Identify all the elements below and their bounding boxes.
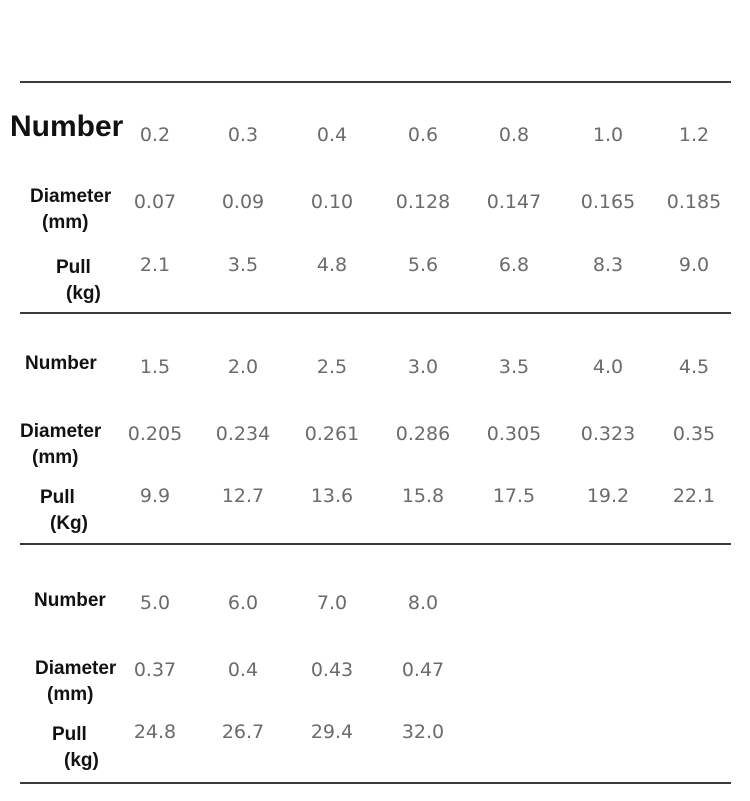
pull-value: 26.7 bbox=[221, 721, 265, 743]
diameter-unit: (mm) bbox=[32, 447, 79, 468]
divider-top bbox=[20, 81, 731, 83]
diameter-unit: (mm) bbox=[47, 684, 94, 705]
pull-value: 5.6 bbox=[407, 254, 439, 276]
pull-value: 22.1 bbox=[672, 485, 716, 507]
diameter-label bbox=[30, 184, 111, 236]
pull-unit: (Kg) bbox=[50, 513, 88, 534]
diameter-value: 0.147 bbox=[486, 191, 542, 213]
pull-value: 12.7 bbox=[221, 485, 265, 507]
number-value: 4.0 bbox=[592, 356, 624, 378]
pull-value: 4.8 bbox=[316, 254, 348, 276]
diameter-value: 0.43 bbox=[310, 659, 354, 681]
diameter-title: Diameter bbox=[20, 421, 102, 442]
diameter-value: 0.128 bbox=[395, 191, 451, 213]
number-value: 0.4 bbox=[316, 124, 348, 146]
number-value: 4.5 bbox=[678, 356, 710, 378]
pull-value: 24.8 bbox=[133, 721, 177, 743]
diameter-value: 0.185 bbox=[666, 191, 722, 213]
diameter-value: 0.47 bbox=[401, 659, 445, 681]
pull-value: 29.4 bbox=[310, 721, 354, 743]
pull-label bbox=[56, 255, 101, 307]
pull-unit: (kg) bbox=[66, 283, 101, 304]
number-value: 3.0 bbox=[407, 356, 439, 378]
number-value: 5.0 bbox=[139, 592, 171, 614]
pull-value: 32.0 bbox=[401, 721, 445, 743]
pull-value: 2.1 bbox=[139, 254, 171, 276]
number-value: 1.5 bbox=[139, 356, 171, 378]
pull-title: Pull bbox=[52, 724, 87, 745]
diameter-value: 0.37 bbox=[133, 659, 177, 681]
pull-value: 19.2 bbox=[586, 485, 630, 507]
pull-title: Pull bbox=[56, 257, 91, 278]
diameter-value: 0.4 bbox=[227, 659, 259, 681]
number-value: 8.0 bbox=[407, 592, 439, 614]
diameter-value: 0.305 bbox=[486, 423, 542, 445]
diameter-value: 0.205 bbox=[127, 423, 183, 445]
number-value: 0.8 bbox=[498, 124, 530, 146]
pull-label bbox=[52, 722, 99, 774]
pull-value: 6.8 bbox=[498, 254, 530, 276]
number-value: 3.5 bbox=[498, 356, 530, 378]
number-value: 2.0 bbox=[227, 356, 259, 378]
pull-value: 8.3 bbox=[592, 254, 624, 276]
divider-2 bbox=[20, 543, 731, 545]
number-value: 0.2 bbox=[139, 124, 171, 146]
number-label: Number bbox=[25, 353, 97, 374]
diameter-value: 0.286 bbox=[395, 423, 451, 445]
divider-bottom bbox=[20, 782, 731, 784]
number-label: Number bbox=[34, 590, 106, 611]
diameter-value: 0.261 bbox=[304, 423, 360, 445]
number-value: 2.5 bbox=[316, 356, 348, 378]
pull-value: 3.5 bbox=[227, 254, 259, 276]
diameter-value: 0.10 bbox=[310, 191, 354, 213]
pull-value: 15.8 bbox=[401, 485, 445, 507]
diameter-label bbox=[35, 656, 116, 708]
pull-unit: (kg) bbox=[64, 750, 99, 771]
number-value: 7.0 bbox=[316, 592, 348, 614]
pull-value: 9.9 bbox=[139, 485, 171, 507]
diameter-value: 0.234 bbox=[215, 423, 271, 445]
diameter-unit: (mm) bbox=[42, 212, 89, 233]
number-value: 1.2 bbox=[678, 124, 710, 146]
diameter-title: Diameter bbox=[30, 186, 112, 207]
number-value: 0.3 bbox=[227, 124, 259, 146]
diameter-value: 0.09 bbox=[221, 191, 265, 213]
divider-1 bbox=[20, 312, 731, 314]
diameter-value: 0.07 bbox=[133, 191, 177, 213]
diameter-value: 0.323 bbox=[580, 423, 636, 445]
diameter-label bbox=[20, 419, 101, 471]
number-value: 0.6 bbox=[407, 124, 439, 146]
diameter-value: 0.35 bbox=[672, 423, 716, 445]
number-label: Number bbox=[10, 110, 124, 143]
number-value: 6.0 bbox=[227, 592, 259, 614]
diameter-title: Diameter bbox=[35, 658, 117, 679]
pull-value: 13.6 bbox=[310, 485, 354, 507]
pull-label bbox=[40, 485, 88, 537]
diameter-value: 0.165 bbox=[580, 191, 636, 213]
number-value: 1.0 bbox=[592, 124, 624, 146]
pull-value: 17.5 bbox=[492, 485, 536, 507]
pull-title: Pull bbox=[40, 487, 75, 508]
pull-value: 9.0 bbox=[678, 254, 710, 276]
